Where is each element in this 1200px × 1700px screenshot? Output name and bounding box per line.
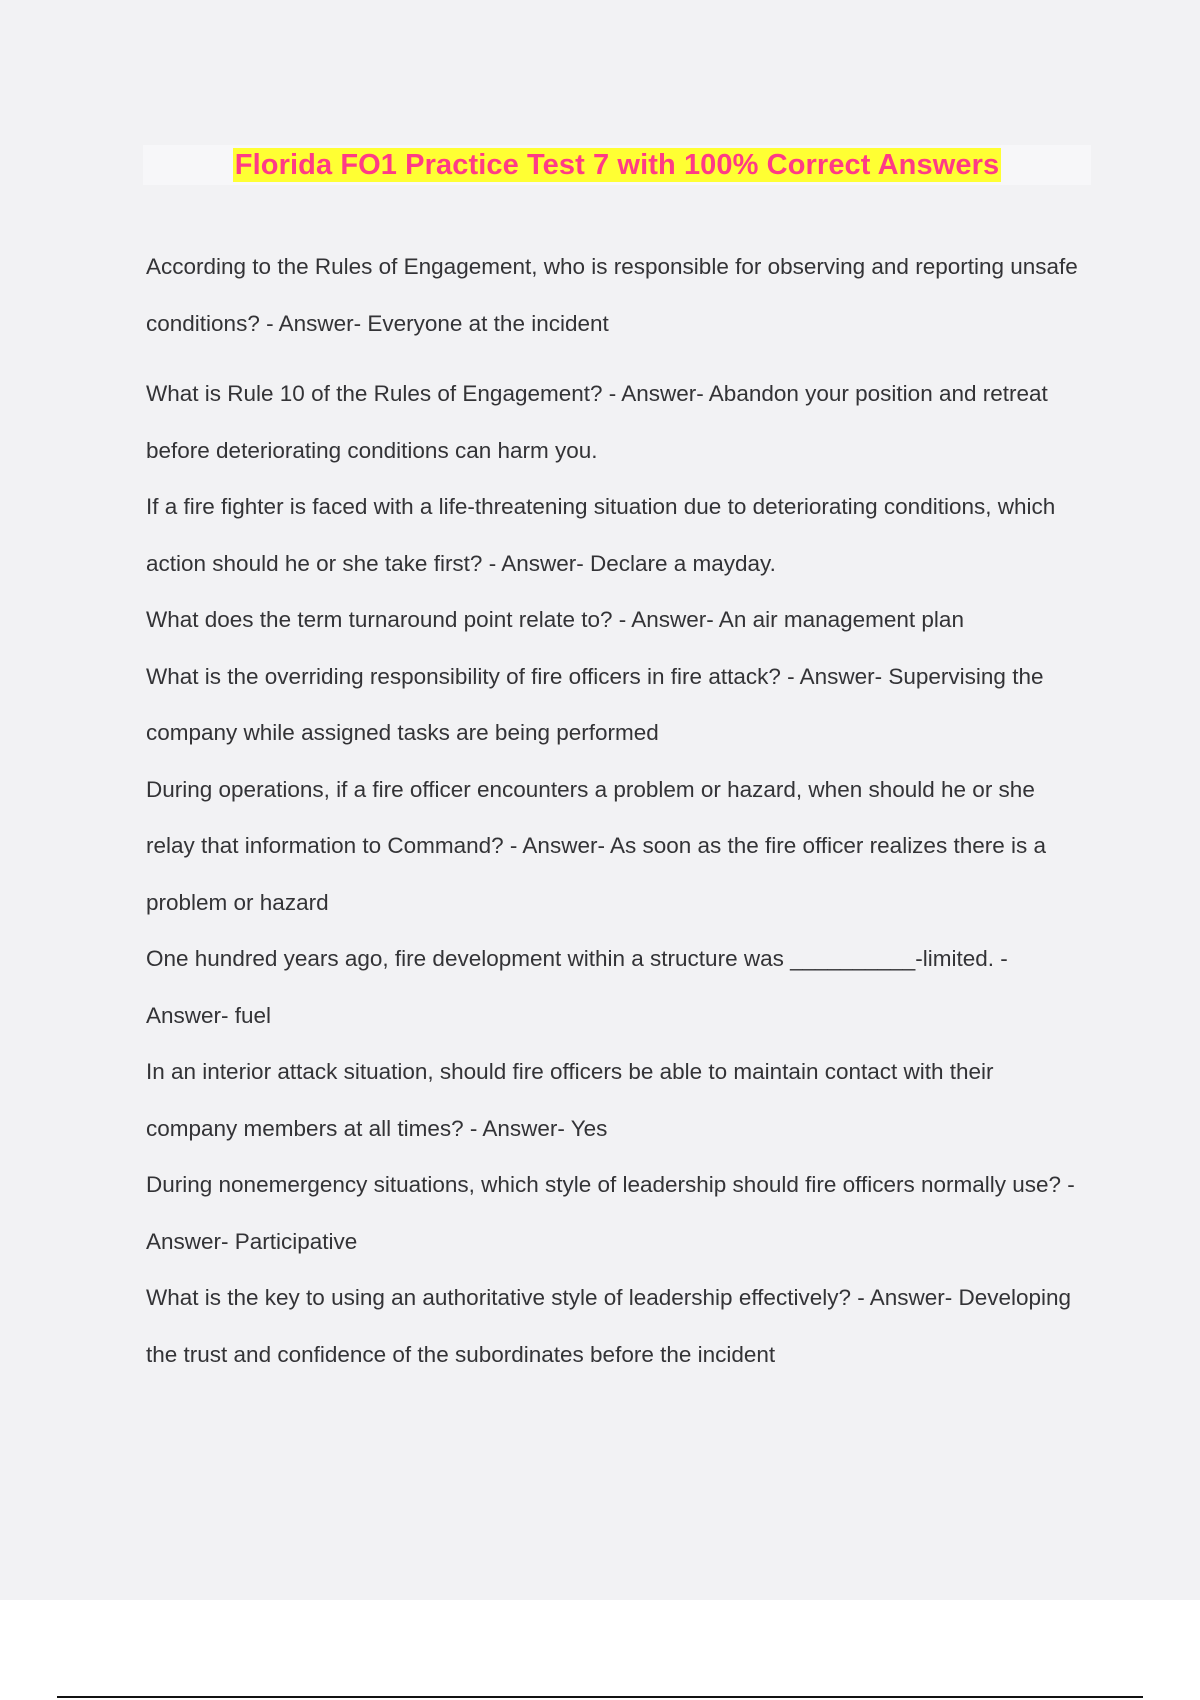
qa-item-9: During nonemergency situations, which style of leadership should fire officers normally use? - Answer- Participative [146,1172,1075,1254]
qa-item-5: What is the overriding responsibility of fire officers in fire attack? - Answer- Supervising the company while assigned tasks are being performed [146,663,1044,745]
qa-item-3: If a fire fighter is faced with a life-threatening situation due to deteriorating conditions, which action should he or she take first? - Answer- Declare a mayday. [146,494,1056,576]
qa-item-1: According to the Rules of Engagement, who is responsible for observing and reporting unsafe conditions? - Answer- Everyone at the incident [146,254,1078,336]
qa-item-8: In an interior attack situation, should fire officers be able to maintain contact with their company members at all times? - Answer- Yes [146,1059,994,1141]
document-title: Florida FO1 Practice Test 7 with 100% Correct Answers [234,149,1000,181]
qa-item-6: During operations, if a fire officer encounters a problem or hazard, when should he or she relay that information to Command? - Answer- As soon as the fire officer realizes there is a problem or hazard [146,776,1046,915]
qa-item-4: What does the term turnaround point relate to? - Answer- An air management plan [146,607,964,632]
qa-item-2: What is Rule 10 of the Rules of Engagement? - Answer- Abandon your position and retreat before deteriorating conditions can harm you. [146,381,1048,463]
qa-list [146,239,1086,1383]
title-band [143,145,1091,185]
footer-divider [57,1696,1143,1698]
qa-item-7: One hundred years ago, fire development within a structure was __________-limited. - Answer- fuel [146,946,1008,1028]
qa-item-10: What is the key to using an authoritative style of leadership effectively? - Answer- Developing the trust and confidence of the subordinates before the incident [146,1285,1072,1367]
